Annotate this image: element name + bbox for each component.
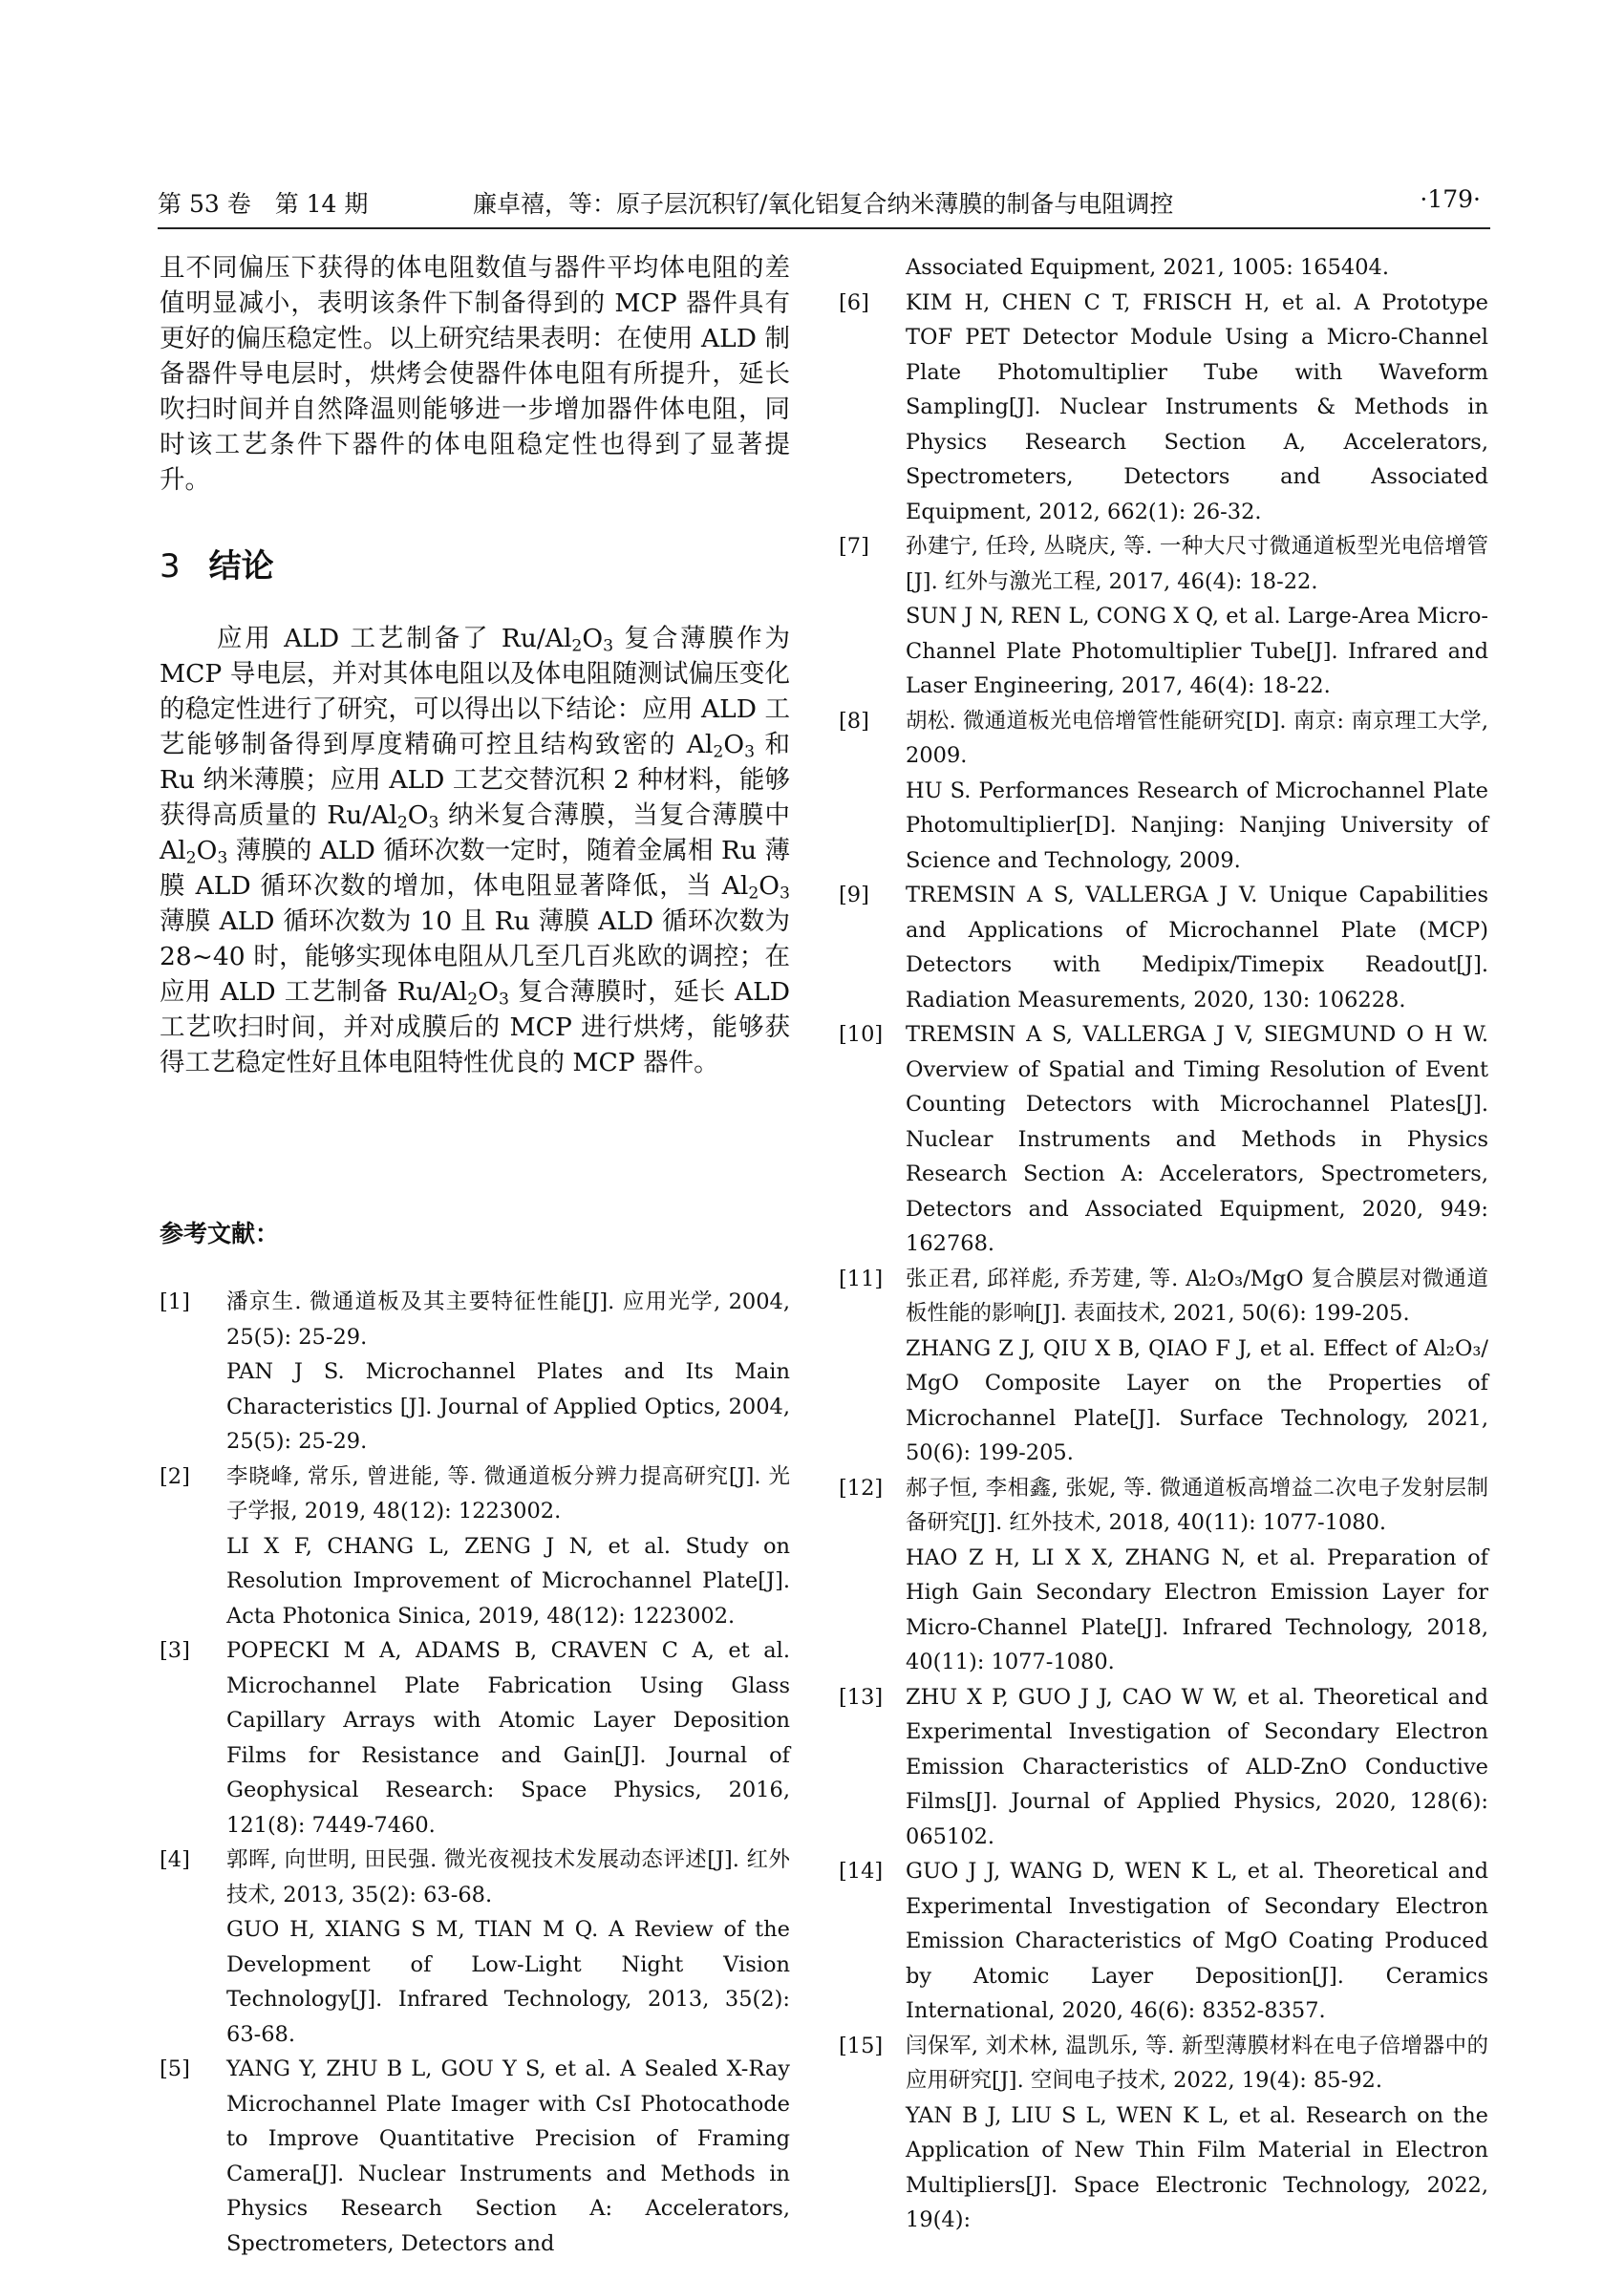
reference-item: [11] 张正君, 邱祥彪, 乔芳建, 等. Al₂O₃/MgO 复合膜层对微通道板性能的影响[J]. 表面技术, 2021, 50(6): 199-205. ZHANG Z J, QIU X B, QIAO F J, et al. Effect of Al₂O₃/ MgO Composite Layer on the Properties of Microchannel Plate[J]. Surface Technology, 2021, 50(6): 199-205. bbox=[839, 1266, 1488, 1465]
reference-item: [5] YANG Y, ZHU B L, GOU Y S, et al. A Sealed X-Ray Microchannel Plate Imager with CsI Photocathode to Improve Quantitative Precision of Framing Camera[J]. Nuclear Instruments and Methods in Physics Research Section A: Accelerators, Spectrometers, Detectors and bbox=[160, 2056, 790, 2256]
reference-item: [3] POPECKI M A, ADAMS B, CRAVEN C A, et al. Microchannel Plate Fabrication Using Glass Capillary Arrays with Atomic Layer Deposition Films for Resistance and Gain[J]. Journal of Geophysical Research: Space Physics, 2016, 121(8): 7449-7460. bbox=[160, 1638, 790, 1838]
reference-item: [10] TREMSIN A S, VALLERGA J V, SIEGMUND O H W. Overview of Spatial and Timing Resolution of Event Counting Detectors with Microchannel Plates[J]. Nuclear Instruments and Methods in Physics Research Section A: Accelerators, Spectrometers, Detectors and Associated Equipment, 2020, 949: 162768. bbox=[839, 1022, 1488, 1256]
references-right bbox=[839, 250, 1488, 2238]
section-number: 3 bbox=[160, 547, 181, 586]
running-header bbox=[158, 180, 1490, 229]
intro-paragraph: 且不同偏压下获得的体电阻数值与器件平均体电阻的差值明显减小，表明该条件下制备得到的 MCP 器件具有更好的偏压稳定性。以上研究结果表明：在使用 ALD 制备器件导电层时，烘烤会使器件体电阻有所提升，延长吹扫时间并自然降温则能够进一步增加器件体电阻，同时该工艺条件下器件的体电阻稳定性也得到了显著提升。 bbox=[160, 253, 790, 495]
reference-item: [14] GUO J J, WANG D, WEN K L, et al. Theoretical and Experimental Investigation of Secondary Electron Emission Characteristics of MgO Coating Produced by Atomic Layer Deposition[J]. Ceramics International, 2020, 46(6): 8352-8357. bbox=[839, 1859, 1488, 2023]
reference-item: [13] ZHU X P, GUO J J, CAO W W, et al. Theoretical and Experimental Investigation of Secondary Electron Emission Characteristics of ALD-ZnO Conductive Films[J]. Journal of Applied Physics, 2020, 128(6): 065102. bbox=[839, 1684, 1488, 1849]
reference-item: [12] 郝子恒, 李相鑫, 张妮, 等. 微通道板高增益二次电子发射层制备研究[J]. 红外技术, 2018, 40(11): 1077-1080. HAO Z H, LI X X, ZHANG N, et al. Preparation of High Gain Secondary Electron Emission Layer for Micro-Channel Plate[J]. Infrared Technology, 2018, 40(11): 1077-1080. bbox=[839, 1475, 1488, 1674]
conclusion-wrap bbox=[160, 621, 790, 1080]
running-title: 廉卓禧，等：原子层沉积钌/氧化铝复合纳米薄膜的制备与电阻调控 bbox=[473, 190, 1174, 218]
conclusion-paragraph: 应用 ALD 工艺制备了 $Ru/Al_2O_3$ 复合薄膜作为 MCP 导电层，并对其体电阻以及体电阻随测试偏压变化的稳定性进行了研究，可以得出以下结论：应用 ALD 工艺能够制备得到厚度精确可控且结构致密的 $Al_2O_3$ 和 Ru 纳米薄膜；应用 ALD 工艺交替沉积 2 种材料，能够获得高质量的 $Ru/Al_2O_3$ 纳米复合薄膜，当复合薄膜中 $Al_2O_3$ 薄膜的 ALD 循环次数一定时，随着金属相 Ru 薄膜 ALD 循环次数的增加，体电阻显著降低，当 $Al_2O_3$ 薄膜 ALD 循环次数为 10 且 Ru 薄膜 ALD 循环次数为 28~40 时，能够实现体电阻从几至几百兆欧的调控；在应用 ALD 工艺制备 $Ru/Al_2O_3$ 复合薄膜时，延长 ALD 工艺吹扫时间，并对成膜后的 MCP 进行烘烤，能够获得工艺稳定性好且体电阻特性优良的 MCP 器件。 bbox=[160, 624, 790, 1077]
reference-item: [7] 孙建宁, 任玲, 丛晓庆, 等. 一种大尺寸微通道板型光电倍增管[J]. 红外与激光工程, 2017, 46(4): 18-22. SUN J N, REN L, CONG X Q, et al. Large-Area Micro-Channel Plate Photomultiplier Tube[J]. Infrared and Laser Engineering, 2017, 46(4): 18-22. bbox=[839, 534, 1488, 698]
page-number: ·179· bbox=[1420, 185, 1481, 213]
reference-item: [1] 潘京生. 微通道板及其主要特征性能[J]. 应用光学, 2004, 25(5): 25-29. PAN J S. Microchannel Plates and Its Main Characteristics [J]. Journal of Applied Optics, 2004, 25(5): 25-29. bbox=[160, 1289, 790, 1454]
reference-item: [2] 李晓峰, 常乐, 曾进能, 等. 微通道板分辨力提高研究[J]. 光子学报, 2019, 48(12): 1223002. LI X F, CHANG L, ZENG J N, et al. Study on Resolution Improvement of Microchannel Plate[J]. Acta Photonica Sinica, 2019, 48(12): 1223002. bbox=[160, 1463, 790, 1629]
left-column bbox=[160, 250, 790, 498]
references-title-wrap bbox=[160, 1215, 790, 1249]
reference-item: [9] TREMSIN A S, VALLERGA J V. Unique Capabilities and Applications of Microchannel Plate (MCP) Detectors with Medipix/Timepix Readout[J]. Radiation Measurements, 2020, 130: 106228. bbox=[839, 883, 1488, 1012]
volume-issue: 第 53 卷 第 14 期 bbox=[158, 190, 369, 218]
reference-item-continued: Associated Equipment, 2021, 1005: 165404. bbox=[906, 255, 1390, 280]
reference-item: [4] 郭晖, 向世明, 田民强. 微光夜视技术发展动态评述[J]. 红外技术, 2013, 35(2): 63-68. GUO H, XIANG S M, TIAN M Q. A Review of the Development of Low-Light Night Vision Technology[J]. Infrared Technology, 2013, 35(2): 63-68. bbox=[160, 1847, 790, 2047]
references-title: 参考文献： bbox=[160, 1220, 280, 1247]
reference-item: [15] 闫保军, 刘术林, 温凯乐, 等. 新型薄膜材料在电子倍增器中的应用研究[J]. 空间电子技术, 2022, 19(4): 85-92. YAN B J, LIU S L, WEN K L, et al. Research on the Application of New Thin Film Material in Electron Multipliers[J]. Space Electronic Technology, 2022, 19(4): bbox=[839, 2033, 1488, 2232]
section-title: 结论 bbox=[208, 547, 274, 586]
section-3-heading-wrap bbox=[160, 540, 790, 586]
section-heading bbox=[160, 540, 790, 586]
reference-item: [6] KIM H, CHEN C T, FRISCH H, et al. A Prototype TOF PET Detector Module Using a Micro-Channel Plate Photomultiplier Tube with Waveform Sampling[J]. Nuclear Instruments & Methods in Physics Research Section A, Accelerators, Spectrometers, Detectors and Associated Equipment, 2012, 662(1): 26-32. bbox=[839, 289, 1488, 524]
reference-item: [8] 胡松. 微通道板光电倍增管性能研究[D]. 南京: 南京理工大学, 2009. HU S. Performances Research of Microchannel Plate Photomultiplier[D]. Nanjing: Nanjing University of Science and Technology, 2009. bbox=[839, 708, 1488, 873]
references-left bbox=[160, 1285, 790, 2261]
